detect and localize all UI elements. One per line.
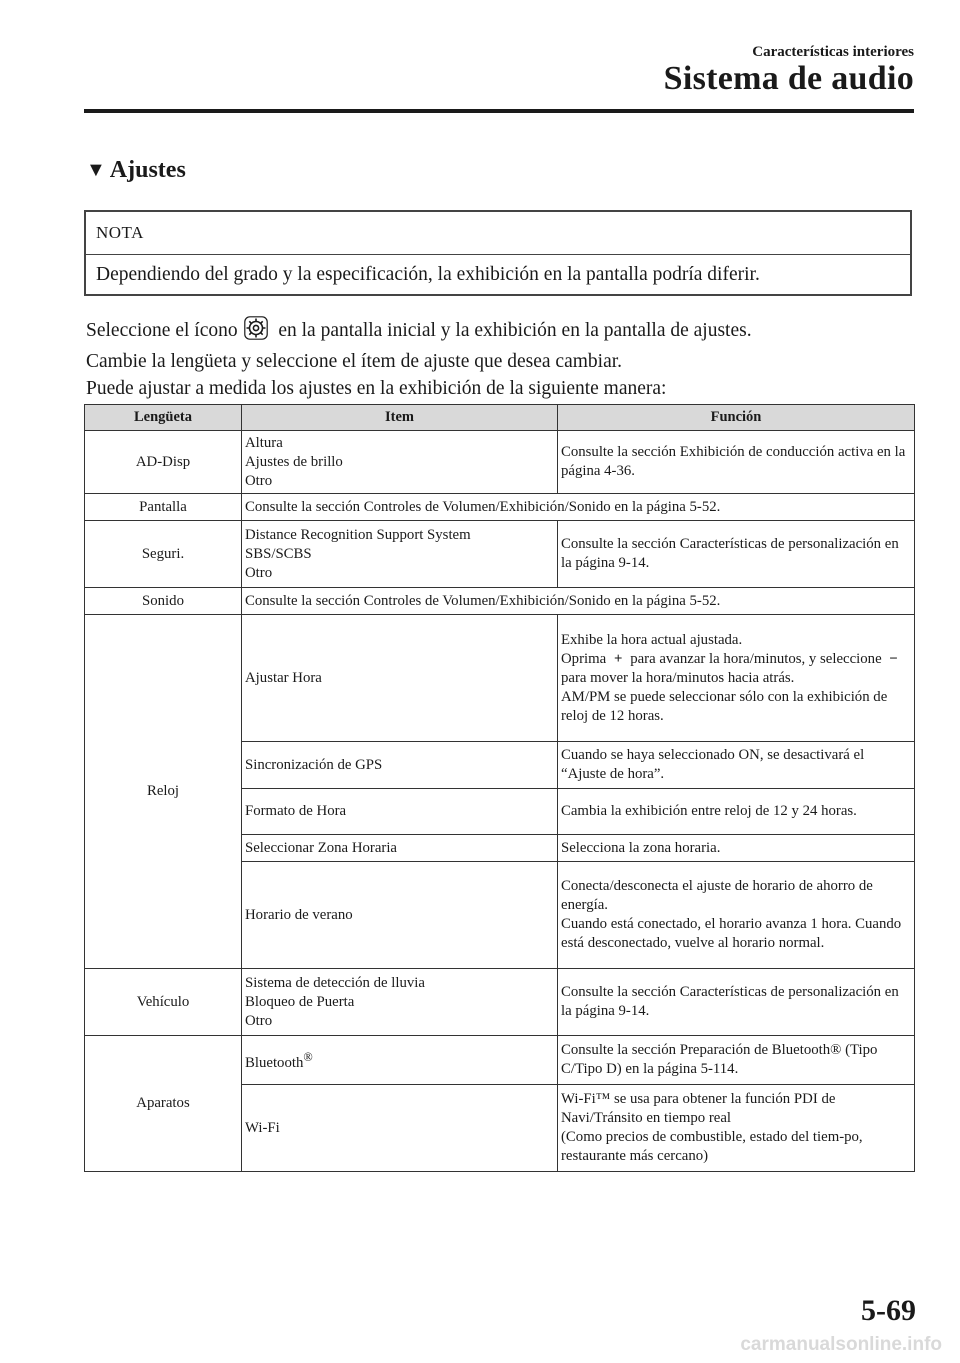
- item-cell: Sistema de detección de lluvia Bloqueo de Puerta Otro: [242, 969, 558, 1036]
- gear-icon: [244, 316, 268, 348]
- ajustar-func-line2: [561, 650, 911, 688]
- item-cell: Ajustar Hora: [242, 615, 558, 742]
- note-text: Dependiendo del grado y la especificación, la exhibición en la pantalla podría diferir.: [96, 264, 760, 285]
- ajustar-func-2a: Oprima: [561, 650, 607, 667]
- function-cell: Cuando se haya seleccionado ON, se desactivará el “Ajuste de hora”.: [558, 742, 915, 789]
- tab-cell-sonido: Sonido: [85, 588, 242, 615]
- table-row: [85, 431, 915, 494]
- note-box: [84, 210, 912, 296]
- header-section-label: Características interiores: [752, 44, 914, 60]
- item-cell: Seleccionar Zona Horaria: [242, 835, 558, 862]
- table-row: [85, 615, 915, 742]
- plus-icon: +: [613, 650, 623, 667]
- item-cell: Wi-Fi: [242, 1085, 558, 1172]
- function-cell: Conecta/desconecta el ajuste de horario de ahorro de energía. Cuando está conectado, el horario avanza 1 hora. Cuando está desconectado, vuelve al horario normal.: [558, 862, 915, 969]
- registered-mark: ®: [303, 1049, 313, 1064]
- function-cell: Selecciona la zona horaria.: [558, 835, 915, 862]
- tab-cell-seguri: Seguri.: [85, 521, 242, 588]
- intro-line3: Puede ajustar a medida los ajustes en la exhibición de la siguiente manera:: [86, 378, 667, 399]
- item-cell: Horario de verano: [242, 862, 558, 969]
- ajustar-func-line1: Exhibe la hora actual ajustada.: [561, 631, 743, 648]
- triangle-down-icon: ▼: [86, 159, 106, 181]
- item-cell: Altura Ajustes de brillo Otro: [242, 431, 558, 494]
- tab-cell-pantalla: Pantalla: [85, 494, 242, 521]
- table-row: [85, 969, 915, 1036]
- note-label: NOTA: [86, 212, 910, 255]
- header-divider: [84, 109, 914, 113]
- minus-icon: −: [889, 650, 898, 667]
- ajustar-func-2c: para mover la hora/minutos hacia atrás.: [561, 669, 795, 686]
- table-row: [85, 521, 915, 588]
- table-row: [85, 588, 915, 615]
- section-heading-text: Ajustes: [109, 157, 186, 183]
- item-function-span-cell: Consulte la sección Controles de Volumen/Exhibición/Sonido en la página 5-52.: [242, 494, 915, 521]
- function-cell: Consulte la sección Características de personalización en la página 9-14.: [558, 521, 915, 588]
- tab-cell-reloj: Reloj: [85, 615, 242, 969]
- table-row: [85, 494, 915, 521]
- section-heading: [86, 157, 186, 184]
- intro-line1-before: Seleccione el ícono: [86, 320, 238, 341]
- function-cell: Wi-Fi™ se usa para obtener la función PDI de Navi/Tránsito en tiempo real (Como precios de combustible, estado del tiem-po, restaurante más cercano): [558, 1085, 915, 1172]
- settings-table: [84, 404, 915, 1172]
- function-cell: [558, 615, 915, 742]
- item-cell: Distance Recognition Support System SBS/SCBS Otro: [242, 521, 558, 588]
- bluetooth-label: Bluetooth: [245, 1054, 304, 1071]
- item-function-span-cell: Consulte la sección Controles de Volumen/Exhibición/Sonido en la página 5-52.: [242, 588, 915, 615]
- function-cell: Cambia la exhibición entre reloj de 12 y 24 horas.: [558, 789, 915, 835]
- ajustar-func-line3: AM/PM se puede seleccionar sólo con la exhibición de reloj de 12 horas.: [561, 688, 888, 724]
- table-header-row: [85, 405, 915, 431]
- intro-line2: Cambie la lengüeta y seleccione el ítem de ajuste que desea cambiar.: [86, 351, 623, 372]
- function-cell: Consulte la sección Preparación de Bluetooth® (Tipo C/Tipo D) en la página 5-114.: [558, 1036, 915, 1085]
- function-cell: Consulte la sección Exhibición de conducción activa en la página 4-36.: [558, 431, 915, 494]
- ajustar-func-2b: para avanzar la hora/minutos, y seleccione: [630, 650, 882, 667]
- page-number: 5-69: [861, 1294, 916, 1327]
- watermark: carmanualsonline.info: [740, 1334, 942, 1355]
- column-header-item: Item: [242, 405, 558, 431]
- intro-line1-after: en la pantalla inicial y la exhibición en la pantalla de ajustes.: [278, 320, 752, 341]
- tab-cell-vehiculo: Vehículo: [85, 969, 242, 1036]
- tab-cell-aparatos: Aparatos: [85, 1036, 242, 1172]
- tab-cell-addisp: AD-Disp: [85, 431, 242, 494]
- column-header-tab: Lengüeta: [85, 405, 242, 431]
- header-title: Sistema de audio: [663, 60, 914, 97]
- item-cell: [242, 1036, 558, 1085]
- function-cell: Consulte la sección Características de personalización en la página 9-14.: [558, 969, 915, 1036]
- table-row: [85, 1036, 915, 1085]
- item-cell: Sincronización de GPS: [242, 742, 558, 789]
- item-cell: Formato de Hora: [242, 789, 558, 835]
- column-header-function: Función: [558, 405, 915, 431]
- intro-paragraph: [86, 316, 916, 402]
